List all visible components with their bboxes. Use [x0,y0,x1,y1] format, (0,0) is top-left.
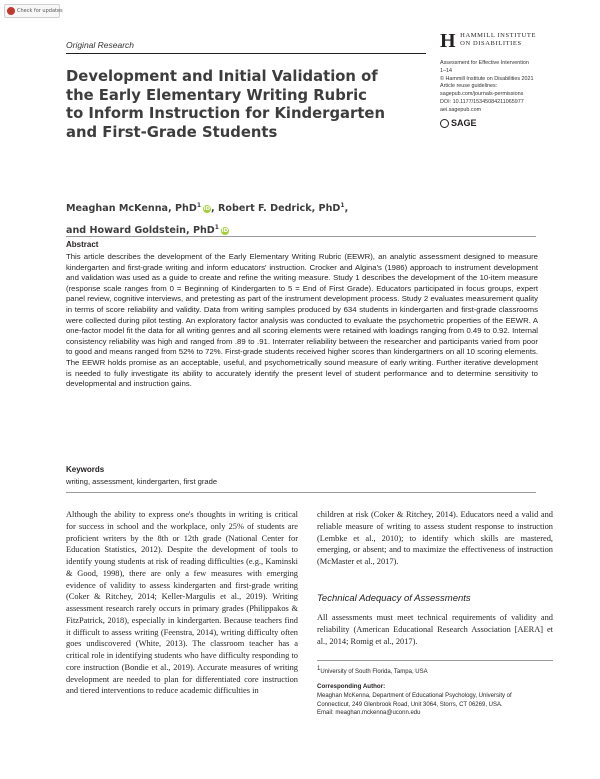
abstract-text: This article describes the development of the Early Elementary Writing Rubric (EEWR), an analytic assessment designed to measure kindergarten and first-grade writing and inform educators' instruction. Crocker and Algina's (1986) approach to instrument development and validation was used as a guide to create and refine the writing measure. Study 1 describes the development of the 10-item measure (response scale ranges from 0 = Beginning of Kindergarten to 5 = End of First Grade). Educators participated in focus groups, expert panel review, cognitive interviews, and pretesting as part of the instrument development process. Study 2 evaluates measurement quality in terms of score reliability and validity. Data from writing samples produced by 634 students in kindergarten and first-grade classrooms were collected during pilot testing. An exploratory factor analysis was conducted to evaluate the psychometric properties of the EEWR. A one-factor model fit the data for all writing genres and all scoring elements were retained with loadings ranging from 0.49 to 0.92. Internal consistency reliability was high and ranged from .89 to .91. Interrater reliability between the researcher and participants varied from poor to good and means ranged from 52% to 72%. First-grade students received higher scores than kindergartners on all 10 scoring elements. The EEWR holds promise as an acceptable, useful, and psychometrically sound measure of early writing. Further iterative development is needed to fully investigate its ability to accurately identify the present level of student performance and to determine sensitivity to developmental and instruction gains. [66,252,538,389]
corresponding-author-details: Meaghan McKenna, Department of Educational Psychology, University of Connecticut, 249 Glenbrook Road, Unit 3064, Storrs, CT 06269, USA. Email: meaghan.mckenna@uconn.edu [317,692,557,718]
abstract-heading: Abstract [66,240,99,249]
author-list: Meaghan McKenna, PhD$^1$iD, Robert F. Dedrick, PhD$^1$, and Howard Goldstein, PhD$^1$iD [66,202,349,237]
copyright: © Hammill Institute on Disabilities 2021 [440,75,534,82]
corresponding-author-heading: Corresponding Author: [317,683,386,690]
doi-link[interactable]: DOI: 10.1177/15345084211065977 [440,98,524,105]
journal-logo: H HAMMILL INSTITUTE ON DISABILITIES [440,30,537,52]
sage-circle-icon [440,119,449,128]
journal-url[interactable]: aei.sagepub.com [440,106,482,113]
page-range: 1–14 [440,67,452,74]
author-email-link[interactable]: Email: meaghan.mckenna@uconn.edu [317,710,421,717]
update-icon [7,7,15,15]
body-column-right-continued: All assessments must meet technical requirements of validity and reliability (American Educational Research Association [AERA] et al., 2014; Romig et al., 2017). [317,613,553,646]
permissions-link[interactable]: sagepub.com/journals-permissions [440,91,524,98]
header-rule [66,53,426,54]
author-name: Howard Goldstein, PhD [89,225,215,237]
body-column-right: children at risk (Coker & Ritchey, 2014). Educators need a valid and reliable measure of writing to assess student response to instruction (Lembke et al., 2010); to identify which skills are mastered, emerging, or absent; and to maximize the effectiveness of instruction (McMaster et al., 2017). [317,510,553,566]
journal-name: Assessment for Effective Intervention [440,60,529,66]
body-column-left: Although the ability to express one's thoughts in writing is critical for success in school and the workplace, only 25% of students are proficient writers by the 8th or 12th grade (National Center for Education Statistics, 2012). Despite the development of tools to identify young students at risk of reading difficulties (e.g., Kaminski & Good, 1998), there are only a few measures with emerging evidence of validity to assess kindergarten and first-grade writing (Coker & Ritchey, 2014; Keller-Margulis et al., 2019). Writing assessment research rarely occurs in primary grades (Philippakos & FitzPatrick, 2018), especially in kindergarten. Because teachers find it difficult to assess writing (Feenstra, 2014), writing difficulty often goes undiscovered (White, 2013). The classroom teacher has a critical role in identifying students who have difficulty responding to core instruction (Bondie et al., 2019). Accurate measures of writing development are needed to plan for differentiated core instruction and tiered interventions to reduce academic difficulties in [66,510,298,696]
orcid-icon[interactable]: iD [203,206,211,213]
keywords-heading: Keywords [66,465,105,474]
footnote-rule [317,660,553,661]
section-label: Original Research [66,40,135,50]
section-subheading: Technical Adequacy of Assessments [317,593,471,604]
reuse-guidelines: Article reuse guidelines: [440,83,498,90]
author-name: Meaghan McKenna, PhD [66,203,197,215]
article-title: Development and Initial Validation of the Early Elementary Writing Rubric to Inform Instruction for Kindergarten and First-Grade Students [66,68,385,141]
orcid-icon[interactable]: iD [221,228,229,235]
hammill-logo-icon: H [440,30,457,52]
author-name: Robert F. Dedrick, PhD [218,203,341,215]
affiliation: $^1$University of South Florida, Tampa, USA [317,666,428,675]
keywords-rule [66,492,536,493]
abstract-rule [66,236,536,237]
sage-logo: SAGE [440,118,477,128]
keywords-text: writing, assessment, kindergarten, first grade [66,477,218,486]
badge-label: Check for updates [17,8,63,14]
journal-metadata [440,60,590,115]
check-for-updates-badge[interactable] [4,4,63,18]
